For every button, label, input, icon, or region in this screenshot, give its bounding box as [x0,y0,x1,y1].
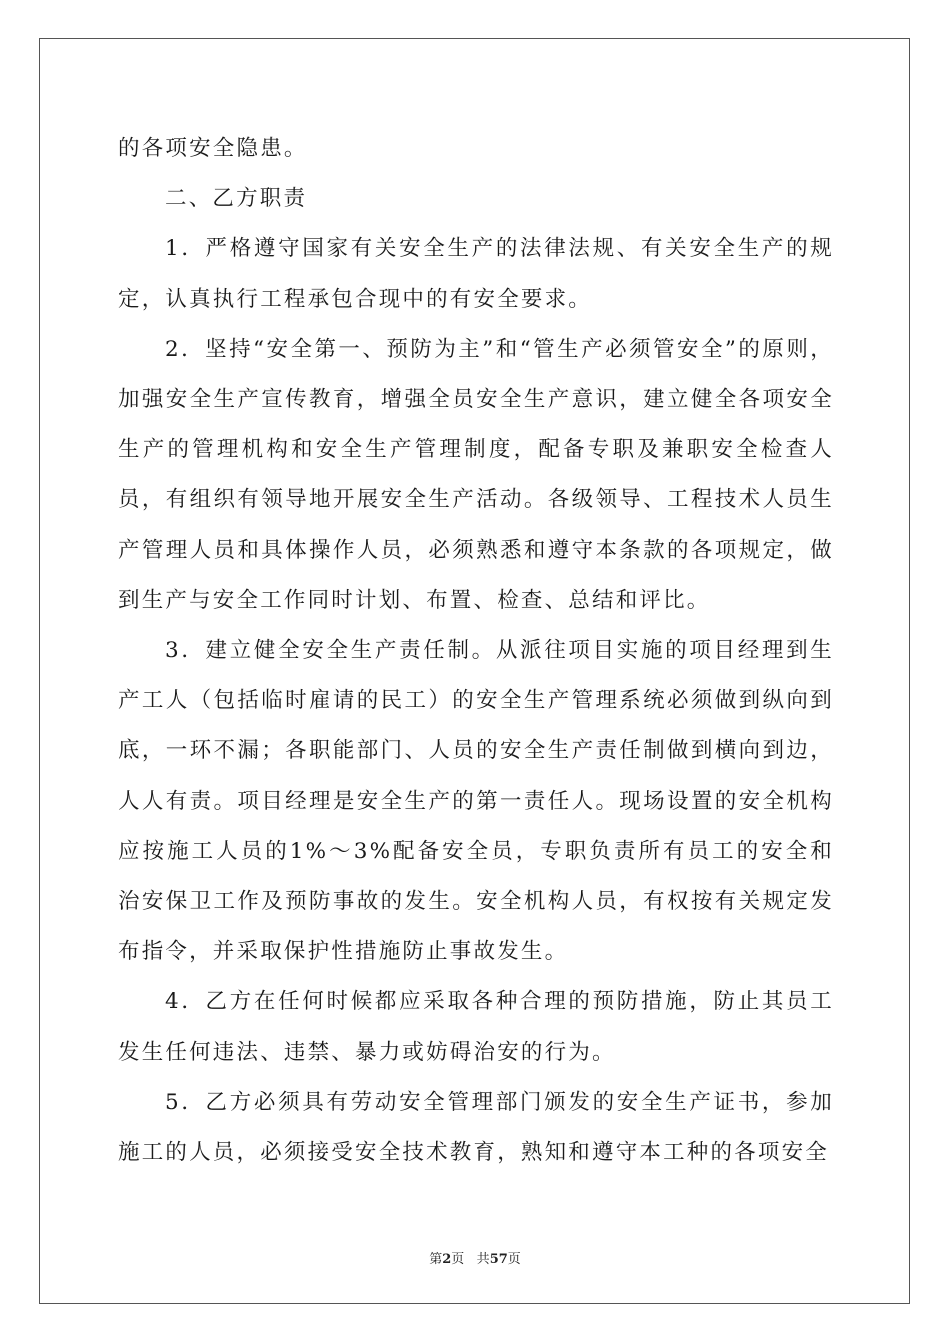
paragraph-continuation: 的各项安全隐患。 [118,136,308,161]
paragraph-item-4: 4．乙方在任何时候都应采取各种合理的预防措施，防止其员工发生任何违法、违禁、暴力或妨碍治安的行为。 [118,989,834,1065]
paragraph-item-3: 3．建立健全安全生产责任制。从派往项目实施的项目经理到生产工人（包括临时雇请的民工）的安全生产管理系统必须做到纵向到底，一环不漏；各职能部门、人员的安全生产责任制做到横向到边，人人有责。项目经理是安全生产的第一责任人。现场设置的安全机构应按施工人员的1%～3%配备安全员，专职负责所有员工的安全和治安保卫工作及预防事故的发生。安全机构人员，有权按有关规定发布指令，并采取保护性措施防止事故发生。 [118,638,834,965]
page-footer [0,1248,950,1267]
total-suffix: 页 [507,1252,521,1267]
page-number: 2 [442,1252,452,1267]
document-body [118,124,834,1178]
paragraph-item-5: 5．乙方必须具有劳动安全管理部门颁发的安全生产证书，参加施工的人员，必须接受安全技术教育，熟知和遵守本工种的各项安全 [118,1089,834,1166]
section-heading: 二、乙方职责 [165,186,308,212]
paragraph-item-2: 2．坚持“安全第一、预防为主”和“管生产必须管安全”的原则，加强安全生产宣传教育，增强全员安全生产意识，建立健全各项安全生产的管理机构和安全生产管理制度，配备专职及兼职安全检查人员，有组织有领导地开展安全生产活动。各级领导、工程技术人员生产管理人员和具体操作人员，必须熟悉和遵守本条款的各项规定，做到生产与安全工作同时计划、布置、检查、总结和评比。 [118,336,834,613]
page-suffix: 页 [451,1252,465,1267]
paragraph-item-1: 1．严格遵守国家有关安全生产的法律法规、有关安全生产的规定，认真执行工程承包合现中的有安全要求。 [118,236,834,312]
total-pages: 57 [489,1252,508,1267]
total-prefix: 共 [476,1252,490,1267]
page-prefix: 第 [429,1252,443,1267]
